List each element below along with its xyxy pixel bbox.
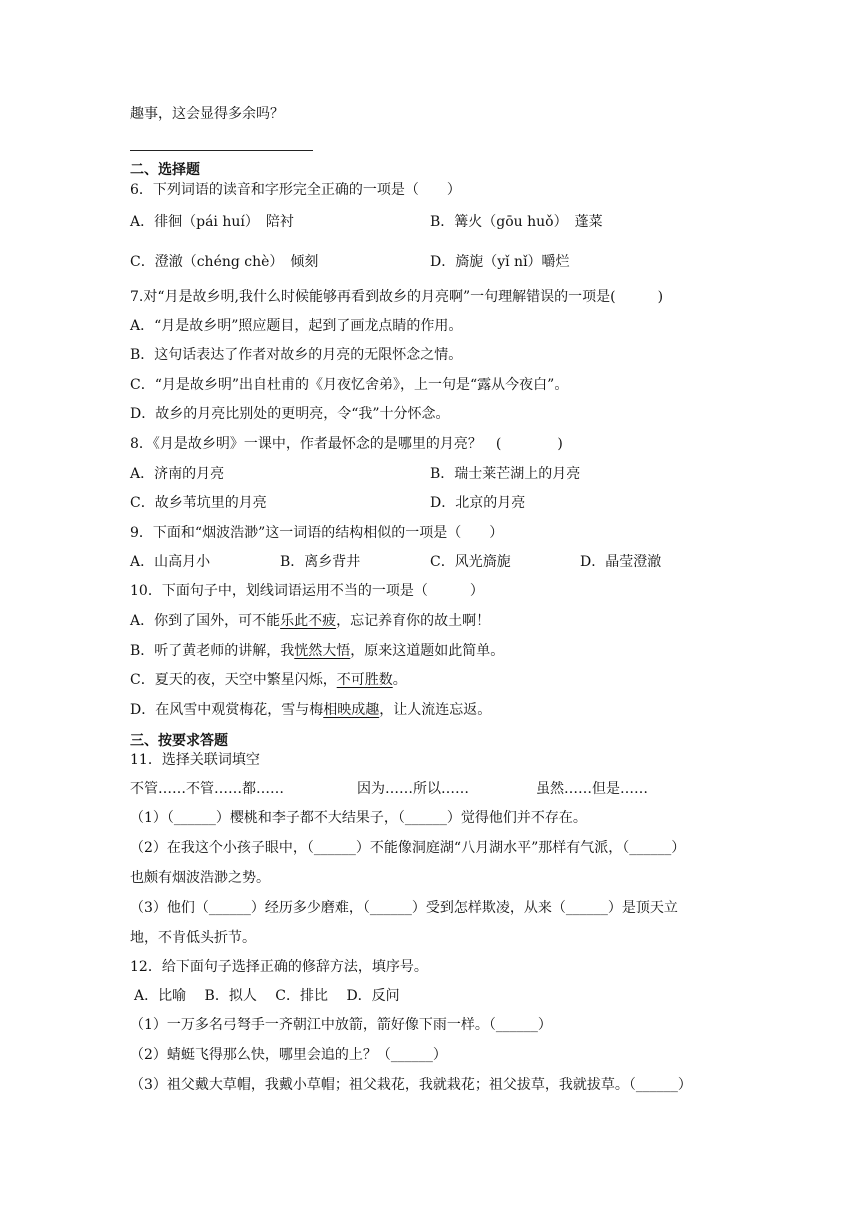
q6-option-a: A．徘徊（pái huí） 陪衬 <box>130 214 294 230</box>
q9-option-b: B．离乡背井 <box>280 554 361 570</box>
q12-sentence-1: （1）一万多名弓弩手一齐朝江中放箭，箭好像下雨一样。（______） <box>130 1017 552 1033</box>
q11-conjunction-1: 不管……不管……都…… <box>130 781 284 797</box>
q12-stem: 12．给下面句子选择正确的修辞方法，填序号。 <box>130 959 428 975</box>
q7-option-d: D．故乡的月亮比别处的更明亮，令“我”十分怀念。 <box>130 406 450 422</box>
q10-b-text: B．听了黄老师的讲解，我 <box>130 643 295 659</box>
q10-d-underlined: 相映成趣 <box>323 702 380 718</box>
q9-option-d: D．晶莹澄澈 <box>580 554 662 570</box>
q8-option-b: B．瑞士莱芒湖上的月亮 <box>430 466 581 482</box>
q11-conjunction-2: 因为……所以…… <box>357 781 469 797</box>
q11-sentence-3-line2: 地，不肯低头折节。 <box>130 930 256 946</box>
answer-blank-line <box>130 150 313 151</box>
q9-option-a: A．山高月小 <box>130 554 211 570</box>
continued-text-line: 趣事，这会显得多余吗？ <box>130 106 284 122</box>
q7-option-b: B．这句话表达了作者对故乡的月亮的无限怀念之情。 <box>130 347 463 363</box>
q12-sentence-2: （2）蜻蜓飞得那么快，哪里会追的上？（______） <box>130 1047 447 1063</box>
q11-conjunction-3: 虽然……但是…… <box>536 781 648 797</box>
q7-stem: 7.对“月是故乡明,我什么时候能够再看到故乡的月亮啊”一句理解错误的一项是( ) <box>130 289 664 305</box>
q6-option-d: D．旖旎（yǐ nǐ）嚼烂 <box>430 254 570 270</box>
q10-c-text-end: 。 <box>392 672 407 688</box>
q10-a-text-end: ，忘记养育你的故土啊！ <box>336 613 491 629</box>
q6-option-b: B．篝火（gōu huǒ） 蓬菜 <box>430 214 603 230</box>
q7-option-c: C．“月是故乡明”出自杜甫的《月夜忆舍弟》，上一句是“露从今夜白”。 <box>130 377 569 393</box>
q11-sentence-2-line2: 也颇有烟波浩渺之势。 <box>130 870 270 886</box>
section-heading-choice: 二、选择题 <box>130 162 200 178</box>
q10-b-underlined: 恍然大悟 <box>294 643 351 659</box>
q11-sentence-3-line1: （3）他们（______）经历多少磨难，（______）受到怎样欺凌，从来（______）是顶天立 <box>130 900 678 916</box>
q10-option-d <box>130 700 491 720</box>
section-heading-answer: 三、按要求答题 <box>130 733 228 749</box>
q10-d-text: D．在风雪中观赏梅花，雪与梅 <box>130 702 324 718</box>
q8-stem: 8．《月是故乡明》一课中，作者最怀念的是哪里的月亮？ ( ) <box>130 436 563 452</box>
q10-c-text: C．夏天的夜，天空中繁星闪烁， <box>130 672 337 688</box>
q10-option-a <box>130 611 490 631</box>
q10-c-underlined: 不可胜数 <box>336 672 393 688</box>
q10-a-underlined: 乐此不疲 <box>280 613 337 629</box>
q9-option-c: C．风光旖旎 <box>430 554 511 570</box>
q10-b-text-end: ，原来这道题如此简单。 <box>350 643 505 659</box>
q10-d-text-end: ，让人流连忘返。 <box>379 702 492 718</box>
q10-stem: 10．下面句子中，划线词语运用不当的一项是（ ） <box>130 583 484 599</box>
q11-sentence-1: （1）（______）樱桃和李子都不大结果子，（______）觉得他们并不存在。 <box>130 810 587 826</box>
q12-sentence-3: （3）祖父戴大草帽，我戴小草帽；祖父栽花，我就栽花；祖父拔草，我就拔草。（______） <box>130 1077 692 1093</box>
q8-option-c: C．故乡苇坑里的月亮 <box>130 495 267 511</box>
q6-stem: 6．下列词语的读音和字形完全正确的一项是（ ） <box>130 182 461 198</box>
q10-option-c <box>130 670 407 690</box>
q11-stem: 11．选择关联词填空 <box>130 752 260 768</box>
q8-option-d: D．北京的月亮 <box>430 495 526 511</box>
q9-stem: 9．下面和“烟波浩渺”这一词语的结构相似的一项是（ ） <box>130 525 504 541</box>
q7-option-a: A．“月是故乡明”照应题目，起到了画龙点睛的作用。 <box>130 318 463 334</box>
q10-option-b <box>130 641 504 661</box>
q11-sentence-2-line1: （2）在我这个小孩子眼中，（______）不能像洞庭湖“八月湖水平”那样有气派，（______） <box>130 840 686 856</box>
q6-option-c: C．澄澈（chéng chè） 倾刻 <box>130 254 319 270</box>
q8-option-a: A．济南的月亮 <box>130 466 225 482</box>
q12-options: A．比喻 B．拟人 C．排比 D．反问 <box>134 988 400 1004</box>
q10-a-text: A．你到了国外，可不能 <box>130 613 281 629</box>
